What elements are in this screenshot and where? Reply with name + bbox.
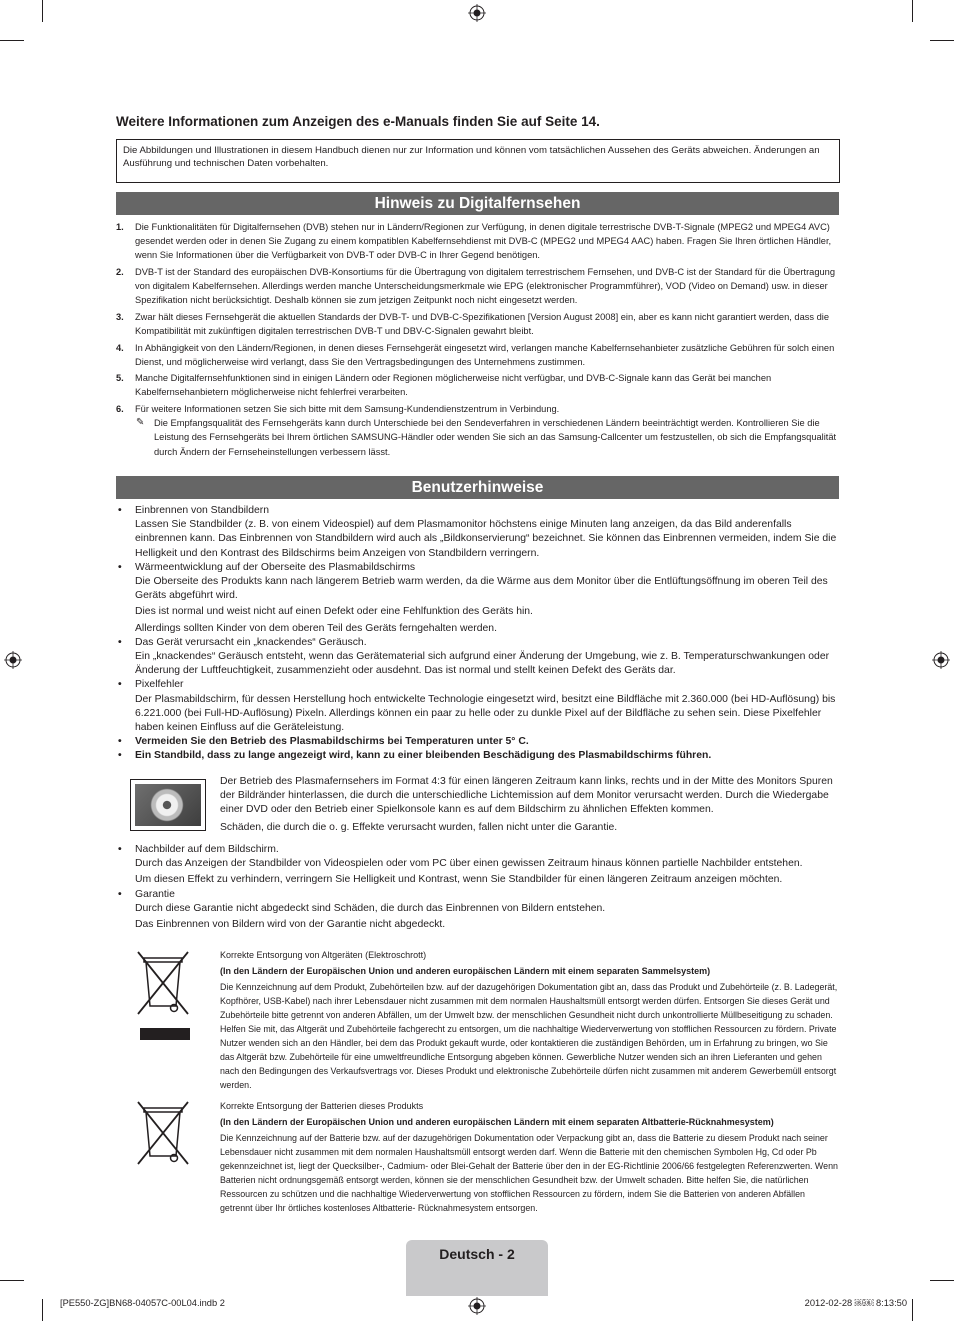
item-text: Allerdings sollten Kinder von dem oberen Teil des Geräts ferngehalten werden. — [135, 622, 497, 634]
item-text: Lassen Sie Standbilder (z. B. von einem Videospiel) auf dem Plasmamonitor höchstens einige Minuten lang anzeigen, da das Bild anderenfalls einbrennen kann. Das Einbrennen von Standbildern wird auch als „Bildkonservierung“ bezeichnet. Sie können das Einbrennen vermeiden, indem Sie die Helligkeit und den Kontrast des Bildschirms beim Anzeigen von Standbildern verringern. — [135, 519, 837, 559]
item-number: 5. — [116, 373, 124, 384]
disposal-text: Die Kennzeichnung auf dem Produkt, Zubehörteilen bzw. auf der dazugehörigen Dokumentation gibt an, dass das Produkt und Zubehörteile (z. B. Ladegerät, Kopfhörer, USB-Kabel) nach ihrer Lebensdauer nicht zusammen mit dem normalen Haushaltsmüll entsorgt werden dürfen. Entsorgen Sie dieses Gerät und Zubehörteile bitte getrennt von anderen Abfällen, um der Umwelt bzw. der menschlichen Gesundheit nicht durch unkontrollierte Müllbeseitigung zu schaden. Helfen Sie mit, das Altgerät und Zubehörteile fachgerecht zu entsorgen, um die nachhaltige Wiederverwertung von stofflichen Ressourcen zu fördern. Private Nutzer wenden sich an den Händler, bei dem das Produkt gekauft wurde, oder kontaktieren die zuständigen Behörden, um in Erfahrung zu bringen, wo Sie das Altgerät bzw. Zubehörteile für eine umweltfreundliche Entsorgung abgeben können. Gewerbliche Nutzer wenden sich an ihren Lieferanten und gehen nach den Bedingungen des Verkaufsvertrags vor. Dieses Produkt und elektronische Zubehörteile dürfen nicht zusammen mit anderem Gewerbemüll entsorgt werden. — [220, 982, 838, 1090]
bullet: • — [118, 505, 122, 516]
item-text: Dies ist normal und weist nicht auf einen Defekt oder eine Fehlfunktion des Geräts hin. — [135, 606, 533, 618]
item-heading: Ein Standbild, dass zu lange angezeigt wird, kann zu einer bleibenden Beschädigung des Plasmabildschirms führen. — [135, 750, 712, 762]
item-text: Um diesen Effekt zu verhindern, verringern Sie Helligkeit und Kontrast, wenn Sie Standbilder für einen längeren Zeitraum anzeigen möchten. — [135, 874, 783, 886]
item-text: Ein „knackendes“ Geräusch entsteht, wenn das Gerätematerial sich aufgrund einer Änderung der Umgebung, wie z. B. Temperaturschwankungen oder Änderung der Luftfeuchtigkeit, zusammenzieht oder ausdehnt. Das ist normal und stellt keinen Defekt des Geräts dar. — [135, 651, 830, 677]
item-text: Durch das Anzeigen der Standbilder von Videospielen oder vom PC über einen gewissen Zeitraum hinaus können partielle Nachbilder entstehen. — [135, 858, 803, 870]
item-number: 2. — [116, 266, 124, 277]
disposal-text: Die Kennzeichnung auf der Batterie bzw. auf der dazugehörigen Dokumentation oder Verpackung gibt an, dass die Batterie zu diesem Produkt nach seiner Lebensdauer nicht zusammen mit dem normalen Haushaltsmüll entsorgt werden darf. Wenn die Batterie mit den chemischen Symbolen Hg, Cd oder Pb gekennzeichnet ist, liegt der Quecksilber-, Cadmium- oder Blei-Gehalt der Batterie über den in der EG-Richtlinie 2006/66 festgelegten Referenzwerten. Wenn Batterien nicht ordnungsgemäß entsorgt werden, können sie der menschlichen Gesundheit bzw. der Umwelt schaden. Bitte helfen Sie, die natürlichen Ressourcen zu schützen und die nachhaltige Wiederverwertung von stofflichen Ressourcen zu fördern, indem Sie die Batterien von anderen Abfällen getrennt über Ihr örtliches kostenloses Altbatterie- Rücknahmesystem entsorgen. — [220, 1133, 838, 1213]
user-notes-list — [116, 504, 839, 764]
crop-mark — [912, 0, 913, 22]
footer-filename: [PE550-ZG]BN68-04057C-00L04.indb 2 — [60, 1298, 225, 1308]
list-item — [116, 265, 839, 308]
disposal-batteries — [220, 1099, 839, 1215]
item-text: Manche Digitalfernsehfunktionen sind in einigen Ländern oder Regionen möglicherweise nicht verfügbar, und DVB-C-Signale kann das Gerät bei manchen Kabelfernsehanbietern möglicherweise nicht fehlerfrei verarbeiten. — [135, 373, 772, 398]
disposal-electronics — [220, 948, 839, 1092]
disposal-subtitle: (In den Ländern der Europäischen Union und anderen europäischen Ländern mit einem separaten Altbatterie-Rücknahmesystem) — [220, 1117, 774, 1127]
section-title-digital-tv: Hinweis zu Digitalfernsehen — [116, 192, 839, 215]
item-heading: Pixelfehler — [135, 679, 184, 691]
item-heading: Vermeiden Sie den Betrieb des Plasmabildschirms bei Temperaturen unter 5° C. — [135, 736, 529, 748]
crop-mark — [912, 1299, 913, 1321]
item-text: DVB-T ist der Standard des europäischen DVB-Konsortiums für die Übertragung von digitalem terrestrischem Fernsehen, und DVB-C ist der Standard für die Übertragung von digitalem Kabelfernsehen. Allerdings werden manche Unterscheidungsmerkmale wie EPG (elektronischer Programmführer), VOD (Video on Demand) usw. in dieser Spezifikation nicht berücksichtigt. Deshalb können sie zum jetzigen Zeitpunkt noch nicht eingesetzt werden. — [135, 266, 836, 306]
item-number: 3. — [116, 311, 124, 322]
disclaimer-box: Die Abbildungen und Illustrationen in diesem Handbuch dienen nur zur Information und können vom tatsächlichen Aussehen des Geräts abweichen. Änderungen an Ausführung und technischen Daten vorbehalten. — [116, 139, 840, 183]
list-item — [116, 561, 839, 636]
disposal-title: Korrekte Entsorgung von Altgeräten (Elektroschrott) — [220, 950, 427, 960]
item-text: Schäden, die durch die o. g. Effekte verursacht wurden, fallen nicht unter die Garantie. — [220, 821, 618, 833]
page-number: Deutsch - 2 — [439, 1246, 515, 1262]
bullet: • — [118, 844, 122, 855]
plasma-screen-image — [130, 779, 206, 831]
item-text: Für weitere Informationen setzen Sie sich bitte mit dem Samsung-Kundendienstzentrum in Verbindung. — [135, 403, 560, 414]
crop-mark — [42, 1299, 43, 1321]
list-item — [116, 735, 839, 749]
bullet: • — [118, 561, 122, 573]
intro-line: Weitere Informationen zum Anzeigen des e-Manuals finden Sie auf Seite 14. — [116, 114, 600, 129]
list-item — [116, 678, 839, 735]
item-number: 1. — [116, 222, 124, 232]
footer-timestamp: 2012-02-28 ￼￼ 8:13:50 — [804, 1298, 907, 1308]
item-text: Durch diese Garantie nicht abgedeckt sind Schäden, die durch das Einbrennen von Bildern entstehen. — [135, 902, 606, 914]
bullet: • — [118, 736, 122, 748]
registration-mark-icon — [468, 4, 486, 22]
registration-mark-icon — [4, 651, 22, 669]
item-text: In Abhängigkeit von den Ländern/Regionen, in denen dieses Fernsehgerät eingesetzt wird, verlangen manche Kabelfernsehanbieter zusätzliche Gebühren für solch einen Dienst, und möglicherweise wird verlangt, dass Sie den Vertragsbedingungen des Unternehmens zustimmen. — [135, 342, 835, 367]
bullet: • — [118, 636, 122, 648]
list-item — [116, 310, 839, 338]
disposal-title: Korrekte Entsorgung der Batterien dieses Produkts — [220, 1101, 424, 1111]
item-heading: Garantie — [135, 888, 175, 900]
registration-mark-icon — [468, 1297, 486, 1315]
crossed-out-wheelie-bin-icon — [134, 950, 192, 1044]
list-item — [116, 749, 839, 763]
item-heading: Einbrennen von Standbildern — [135, 505, 270, 516]
list-item — [116, 402, 839, 416]
list-item — [116, 888, 839, 933]
burn-in-description — [220, 775, 839, 835]
item-text: Der Betrieb des Plasmafernsehers im Format 4:3 für einen längeren Zeitraum kann links, rechts und in der Mitte des Monitors Spuren der Bildränder hinterlassen, die durch die unterschiedliche Lichtemission auf dem Monitor verursacht werden. Durch die Wiedergabe einer DVD oder den Betrieb einer Spielkonsole kann es auf dem Bildschirm zu ähnlichen Effekten kommen. — [220, 776, 833, 816]
bullet: • — [118, 679, 122, 691]
registration-mark-icon — [932, 651, 950, 669]
item-heading: Wärmeentwicklung auf der Oberseite des Plasmabildschirms — [135, 561, 416, 573]
bullet: • — [118, 888, 122, 900]
item-heading: Das Gerät verursacht ein „knackendes“ Geräusch. — [135, 636, 367, 648]
list-item — [116, 636, 839, 679]
list-item — [116, 504, 839, 561]
item-number: 4. — [116, 342, 124, 353]
disposal-subtitle: (In den Ländern der Europäischen Union und anderen europäischen Ländern mit einem separaten Sammelsystem) — [220, 966, 711, 976]
list-item — [116, 341, 839, 369]
crop-mark — [42, 0, 43, 22]
item-heading: Nachbilder auf dem Bildschirm. — [135, 844, 279, 855]
item-text: Das Einbrennen von Bildern wird von der Garantie nicht abgedeckt. — [135, 919, 446, 931]
list-item — [116, 371, 839, 399]
crop-mark — [0, 40, 24, 41]
item-text: Zwar hält dieses Fernsehgerät die aktuellen Standards der DVB-T- und DVB-C-Spezifikationen [Version August 2008] ein, aber es kann nicht garantiert werden, dass die Kompatibilität mit zukünftigen digitalen terrestrischen DVB-T und DBV-C-Signalen gewahrt bleibt. — [135, 311, 830, 337]
crossed-out-wheelie-bin-icon — [134, 1100, 192, 1170]
crop-mark — [930, 40, 954, 41]
item-text: Die Oberseite des Produkts kann nach längerem Betrieb warm werden, da die Wärme aus dem Monitor über die Entlüftungsöffnung im oberen Teil des Geräts abgeführt wird. — [135, 576, 828, 602]
bullet: • — [118, 750, 122, 762]
item-text: Die Funktionalitäten für Digitalfernsehen (DVB) stehen nur in Ländern/Regionen zur Verfügung, in denen digitale terrestrische DVB-T-Signale (MPEG2 und MPEG4 AVC) gesendet werden oder in denen Sie Zugang zu einem kompatiblen Kabelfernsehdienst mit DVB-C (MPEG2 und MPEG4 AAC) haben. Fragen Sie Ihren örtlichen Händler, wenn Sie Informationen über die Verfügbarkeit von DVB-T oder DVB-C in Ihrer Gegend benötigen. — [135, 222, 832, 261]
list-item — [116, 843, 839, 888]
list-item — [116, 220, 839, 263]
item-number: 6. — [116, 403, 124, 414]
crop-mark — [0, 1280, 24, 1281]
screen-picture — [135, 784, 201, 826]
crop-mark — [930, 1280, 954, 1281]
digital-tv-list — [116, 220, 839, 459]
pencil-note-icon: ✎ — [136, 417, 145, 429]
flower-image — [147, 786, 187, 824]
user-notes-list-continued — [116, 843, 839, 932]
reception-note — [116, 416, 839, 459]
section-title-user-notes: Benutzerhinweise — [116, 476, 839, 499]
item-text: Der Plasmabildschirm, für dessen Herstellung hoch entwickelte Technologie eingesetzt wird, besitzt eine Bildfläche mit 2.360.000 (bei HD-Auflösung) bis 6.221.000 (bei Full-HD-Auflösung) Pixeln. Allerdings können ein paar zu helle oder zu dunkle Pixel auf der Bildfläche zu sehen sein. Diese Pixelfehler haben keinen Einfluss auf die Geräteleistung. — [135, 693, 836, 734]
note-text: Die Empfangsqualität des Fernsehgeräts kann durch Unterschiede bei den Sendeverfahren in verschiedenen Ländern beeinträchtigt werden. Kontrollieren Sie die Leistung des Fernsehgeräts bei Ihrem örtlichen SAMSUNG-Händler oder wenden Sie sich an das Samsung-Callcenter um festzustellen, ob sich die Empfangsqualität durch Ändern der Fernseheinstellungen verbessern lässt. — [154, 418, 837, 457]
